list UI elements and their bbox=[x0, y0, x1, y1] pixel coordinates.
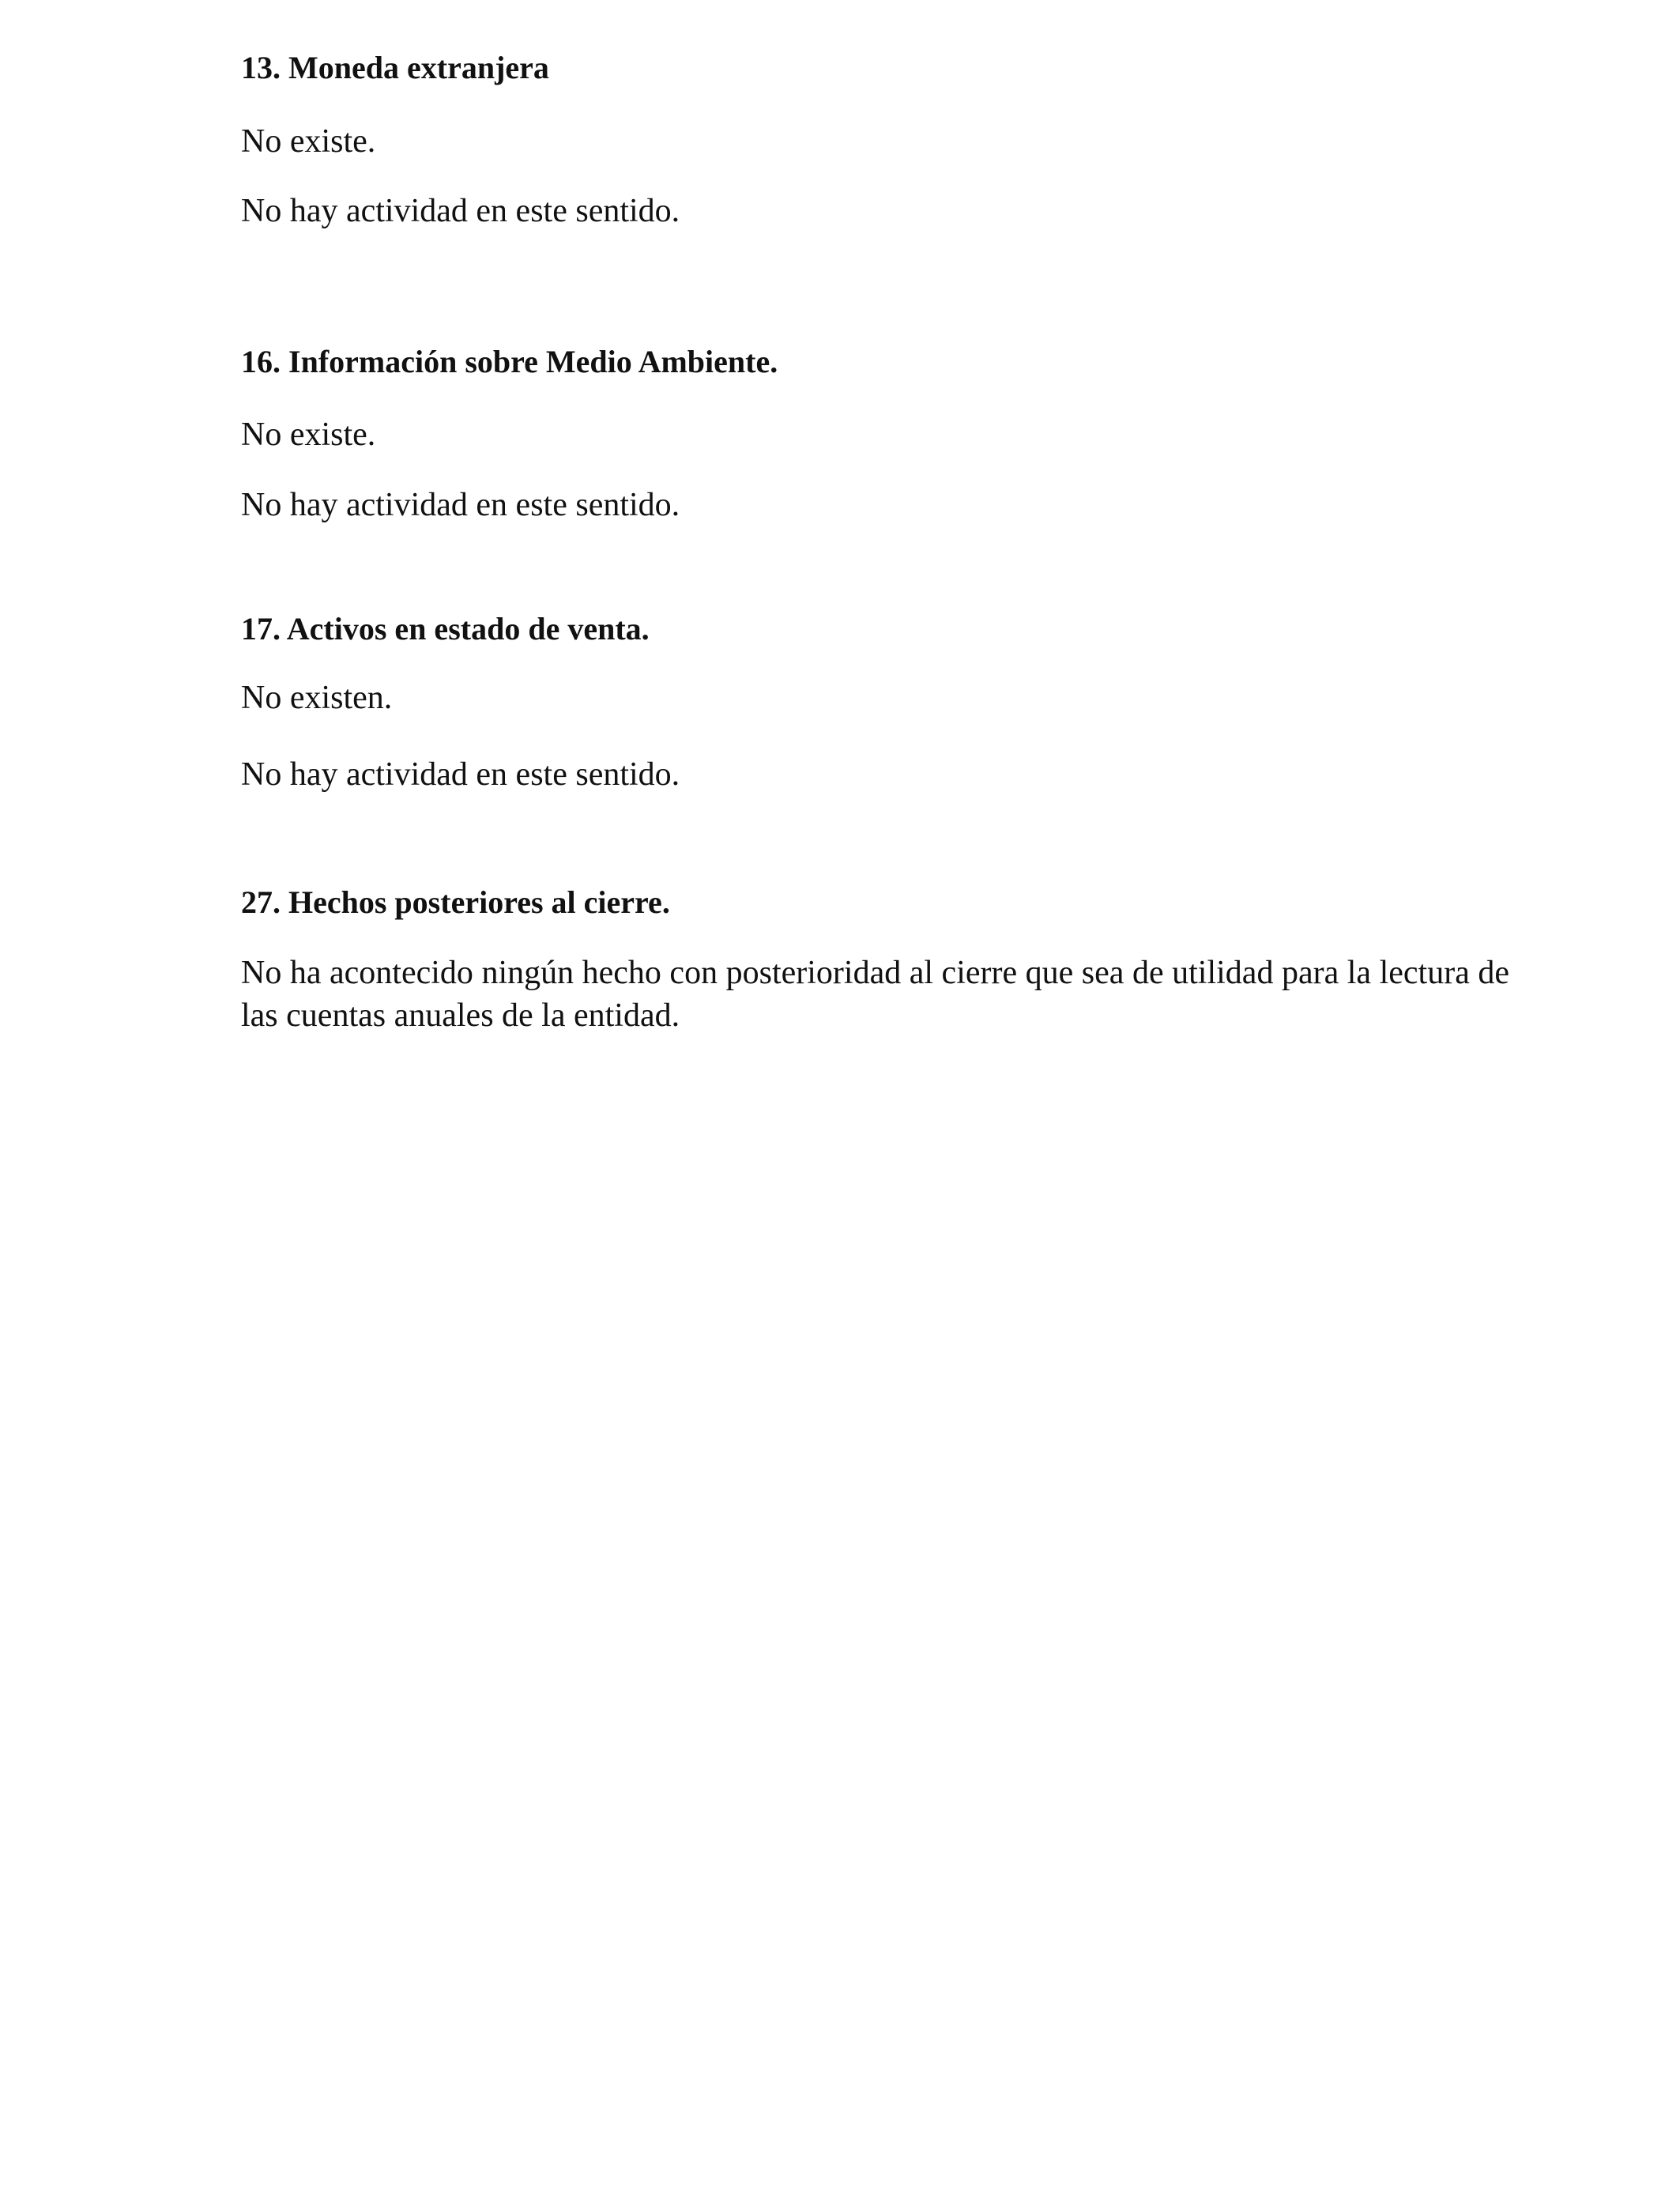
section-paragraph: No existe. bbox=[241, 417, 376, 453]
section-heading-hechos-posteriores: 27. Hechos posteriores al cierre. bbox=[241, 884, 670, 920]
section-paragraph: No hay actividad en este sentido. bbox=[241, 487, 680, 523]
section-paragraph: No ha acontecido ningún hecho con posterioridad al cierre que sea de utilidad para la lectura de las cuentas anuales de la entidad. bbox=[241, 955, 1509, 1034]
section-heading-activos-venta: 17. Activos en estado de venta. bbox=[241, 611, 650, 647]
section-paragraph: No existen. bbox=[241, 680, 393, 716]
section-paragraph: No hay actividad en este sentido. bbox=[241, 756, 680, 793]
section-heading-moneda-extranjera: 13. Moneda extranjera bbox=[241, 50, 549, 85]
section-paragraph: No existe. bbox=[241, 123, 376, 160]
section-heading-medio-ambiente: 16. Información sobre Medio Ambiente. bbox=[241, 344, 778, 379]
section-paragraph: No hay actividad en este sentido. bbox=[241, 193, 680, 229]
